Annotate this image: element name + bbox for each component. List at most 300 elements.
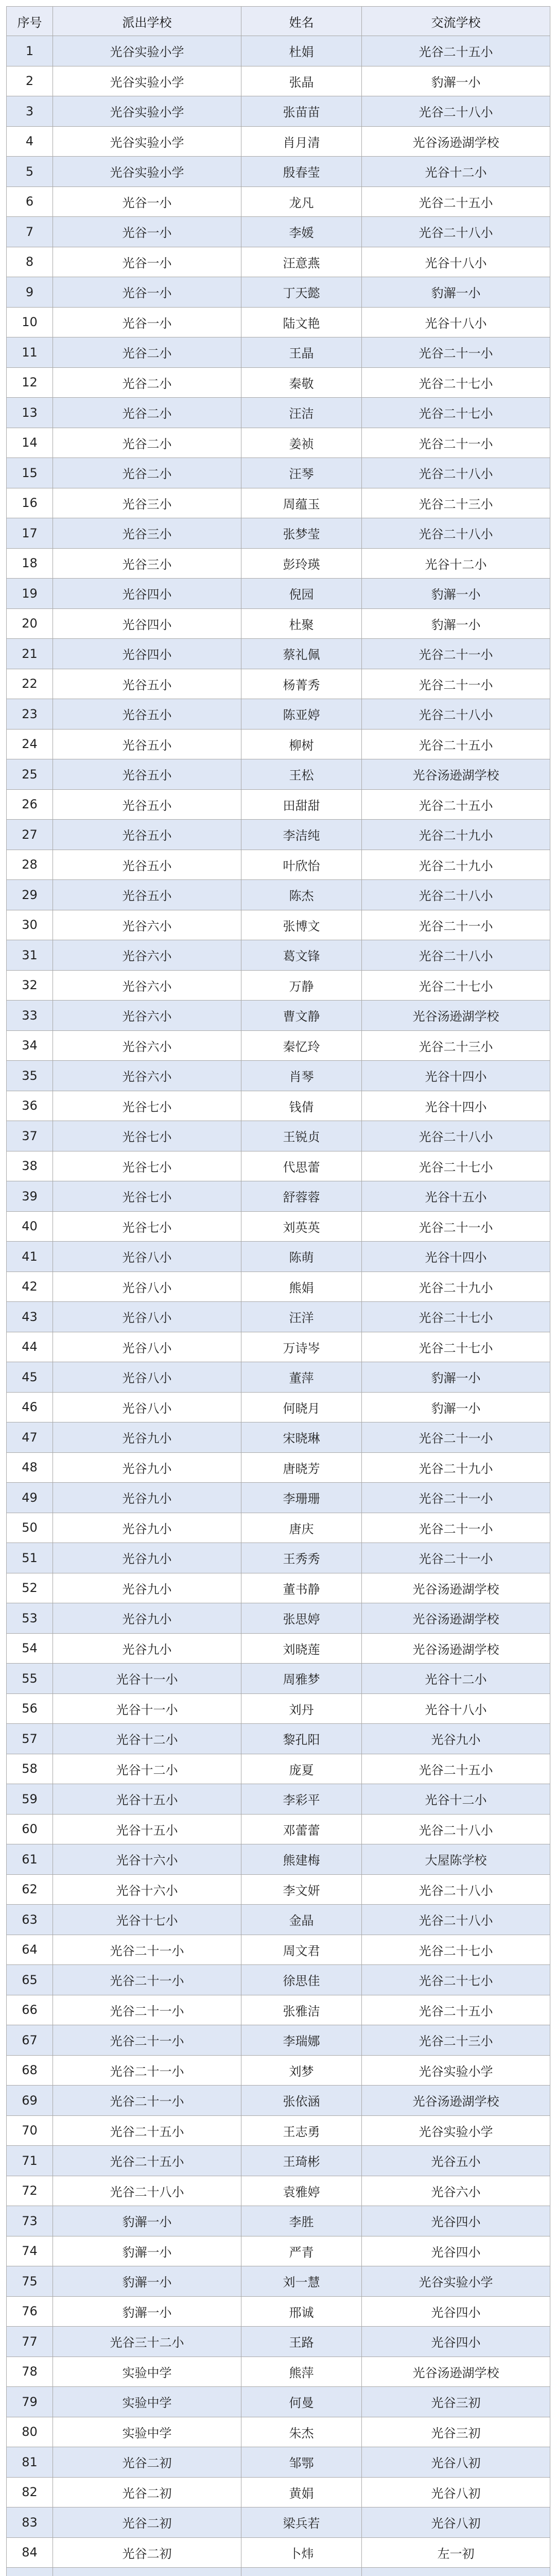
cell-name: 葛文锋	[241, 940, 362, 971]
cell-index: 41	[7, 1242, 53, 1272]
cell-index: 45	[7, 1362, 53, 1393]
cell-exchange-school: 光谷八初	[362, 2447, 550, 2478]
cell-name: 何曼	[241, 2387, 362, 2417]
cell-exchange-school: 光谷汤逊湖学校	[362, 759, 550, 790]
cell-index: 47	[7, 1422, 53, 1453]
table-row	[7, 1874, 550, 1905]
table-row	[7, 1302, 550, 1332]
cell-dispatch-school: 光谷二小	[53, 367, 241, 398]
cell-exchange-school: 光谷汤逊湖学校	[362, 1001, 550, 1031]
table-row	[7, 2537, 550, 2568]
cell-exchange-school: 光谷十四小	[362, 1061, 550, 1091]
cell-index: 4	[7, 126, 53, 157]
cell-index: 43	[7, 1302, 53, 1332]
table-row	[7, 1905, 550, 1935]
cell-name: 周雅梦	[241, 1664, 362, 1694]
cell-exchange-school: 光谷二十一小	[362, 1483, 550, 1513]
cell-index: 27	[7, 820, 53, 850]
cell-dispatch-school: 光谷实验小学	[53, 66, 241, 96]
cell-index: 11	[7, 337, 53, 368]
cell-dispatch-school: 实验中学	[53, 2387, 241, 2417]
table-row	[7, 1151, 550, 1181]
cell-exchange-school: 光谷八初	[362, 2507, 550, 2538]
cell-exchange-school: 光谷四小	[362, 2206, 550, 2236]
cell-exchange-school: 光谷二十八小	[362, 217, 550, 247]
table-row	[7, 729, 550, 759]
cell-name: 张苗苗	[241, 96, 362, 127]
cell-index: 77	[7, 2327, 53, 2357]
cell-name: 肖琴	[241, 1061, 362, 1091]
cell-dispatch-school: 豹澥一小	[53, 2206, 241, 2236]
cell-name: 黎孔阳	[241, 1724, 362, 1754]
cell-dispatch-school: 光谷九小	[53, 1573, 241, 1603]
cell-name: 庞夏	[241, 1754, 362, 1784]
cell-name: 卜炜	[241, 2537, 362, 2568]
cell-index: 2	[7, 66, 53, 96]
cell-index: 5	[7, 157, 53, 187]
table-row	[7, 488, 550, 518]
cell-name	[241, 2568, 362, 2576]
cell-name: 宋晓琳	[241, 1422, 362, 1453]
cell-name: 朱杰	[241, 2417, 362, 2447]
cell-exchange-school: 光谷二十八小	[362, 518, 550, 549]
cell-name: 张雅洁	[241, 1995, 362, 2025]
cell-dispatch-school: 光谷九小	[53, 1452, 241, 1483]
table-row	[7, 307, 550, 337]
cell-name: 张晶	[241, 66, 362, 96]
cell-name: 万诗岑	[241, 1332, 362, 1362]
cell-index: 31	[7, 940, 53, 971]
header-exchange-school: 交流学校	[362, 7, 550, 36]
cell-exchange-school: 光谷二十一小	[362, 639, 550, 669]
cell-name: 刘英英	[241, 1211, 362, 1242]
table-row	[7, 1091, 550, 1121]
cell-dispatch-school: 光谷二小	[53, 398, 241, 428]
cell-index: 44	[7, 1332, 53, 1362]
table-row	[7, 2296, 550, 2327]
cell-name: 徐思佳	[241, 1965, 362, 1995]
cell-index: 59	[7, 1784, 53, 1815]
cell-name: 严青	[241, 2236, 362, 2266]
cell-dispatch-school: 光谷十一小	[53, 1693, 241, 1724]
table-body	[7, 36, 550, 2576]
cell-name: 钱倩	[241, 1091, 362, 1121]
cell-index: 15	[7, 458, 53, 488]
table-row	[7, 2447, 550, 2478]
cell-dispatch-school: 光谷一小	[53, 187, 241, 217]
cell-exchange-school: 光谷汤逊湖学校	[362, 2357, 550, 2387]
cell-name: 刘晓莲	[241, 1633, 362, 1664]
cell-exchange-school: 光谷实验小学	[362, 2115, 550, 2146]
table-row	[7, 1573, 550, 1603]
cell-exchange-school: 光谷二十八小	[362, 1814, 550, 1844]
cell-exchange-school: 光谷二十一小	[362, 1211, 550, 1242]
cell-exchange-school: 大屋陈学校	[362, 1844, 550, 1875]
cell-name: 袁雅婷	[241, 2176, 362, 2206]
cell-exchange-school: 光谷十四小	[362, 1091, 550, 1121]
cell-dispatch-school: 光谷十五小	[53, 1784, 241, 1815]
cell-exchange-school: 光谷二十九小	[362, 1452, 550, 1483]
table-row	[7, 608, 550, 639]
table-row	[7, 1211, 550, 1242]
cell-name: 王秀秀	[241, 1543, 362, 1573]
table-row	[7, 96, 550, 127]
cell-exchange-school: 光谷十五小	[362, 1181, 550, 1212]
cell-name: 王晶	[241, 337, 362, 368]
cell-name: 李媛	[241, 217, 362, 247]
cell-name: 董书静	[241, 1573, 362, 1603]
cell-name: 邢诚	[241, 2296, 362, 2327]
table-row	[7, 1030, 550, 1061]
cell-dispatch-school: 光谷九小	[53, 1483, 241, 1513]
cell-dispatch-school: 光谷八小	[53, 1362, 241, 1393]
cell-exchange-school: 光谷二十五小	[362, 36, 550, 66]
cell-dispatch-school: 光谷八小	[53, 1302, 241, 1332]
table-row	[7, 820, 550, 850]
cell-index: 21	[7, 639, 53, 669]
cell-dispatch-school: 光谷五小	[53, 850, 241, 880]
cell-dispatch-school: 光谷九小	[53, 1422, 241, 1453]
cell-name: 陈杰	[241, 880, 362, 910]
table-row	[7, 1332, 550, 1362]
header-name: 姓名	[241, 7, 362, 36]
table-row	[7, 2266, 550, 2297]
cell-dispatch-school: 光谷十一小	[53, 1664, 241, 1694]
cell-name: 丁天懿	[241, 277, 362, 308]
table-row	[7, 1422, 550, 1453]
cell-exchange-school: 光谷二十一小	[362, 910, 550, 940]
cell-dispatch-school: 光谷六小	[53, 1030, 241, 1061]
table-row	[7, 2357, 550, 2387]
cell-dispatch-school: 光谷五小	[53, 699, 241, 730]
cell-exchange-school: 光谷二十一小	[362, 1543, 550, 1573]
cell-index: 51	[7, 1543, 53, 1573]
cell-exchange-school: 光谷二十一小	[362, 1422, 550, 1453]
table-row	[7, 217, 550, 247]
table-row	[7, 669, 550, 699]
table-row	[7, 1935, 550, 1965]
cell-exchange-school: 光谷二十一小	[362, 669, 550, 699]
cell-name: 李洁纯	[241, 820, 362, 850]
table-row	[7, 1452, 550, 1483]
header-index: 序号	[7, 7, 53, 36]
table-row	[7, 398, 550, 428]
cell-index: 46	[7, 1392, 53, 1422]
table-row	[7, 2025, 550, 2056]
table-row	[7, 1724, 550, 1754]
cell-exchange-school: 光谷三初	[362, 2417, 550, 2447]
table-row	[7, 2086, 550, 2116]
cell-dispatch-school: 光谷五小	[53, 880, 241, 910]
cell-dispatch-school: 光谷十六小	[53, 1874, 241, 1905]
cell-name: 万静	[241, 970, 362, 1001]
cell-name: 梁兵若	[241, 2507, 362, 2538]
cell-exchange-school: 光谷二十七小	[362, 1332, 550, 1362]
cell-index: 66	[7, 1995, 53, 2025]
cell-index: 8	[7, 247, 53, 277]
cell-index: 39	[7, 1181, 53, 1212]
cell-dispatch-school: 光谷六小	[53, 1061, 241, 1091]
table-row	[7, 1513, 550, 1543]
cell-dispatch-school: 光谷二十一小	[53, 1995, 241, 2025]
cell-dispatch-school: 光谷十二小	[53, 1724, 241, 1754]
table-row	[7, 1603, 550, 1634]
cell-index: 48	[7, 1452, 53, 1483]
cell-exchange-school: 光谷二十五小	[362, 187, 550, 217]
cell-name: 田甜甜	[241, 789, 362, 820]
cell-dispatch-school: 光谷二初	[53, 2447, 241, 2478]
cell-dispatch-school: 光谷十七小	[53, 1905, 241, 1935]
cell-dispatch-school: 光谷四小	[53, 579, 241, 609]
cell-index: 65	[7, 1965, 53, 1995]
cell-name: 秦敬	[241, 367, 362, 398]
table-row	[7, 247, 550, 277]
cell-dispatch-school: 光谷二十一小	[53, 1935, 241, 1965]
cell-index: 3	[7, 96, 53, 127]
cell-dispatch-school: 光谷八小	[53, 1332, 241, 1362]
cell-dispatch-school: 光谷八小	[53, 1392, 241, 1422]
cell-name: 汪洋	[241, 1302, 362, 1332]
cell-exchange-school: 光谷二十七小	[362, 367, 550, 398]
cell-index: 23	[7, 699, 53, 730]
cell-dispatch-school: 光谷九小	[53, 1633, 241, 1664]
cell-dispatch-school: 光谷九小	[53, 1513, 241, 1543]
cell-index: 75	[7, 2266, 53, 2297]
cell-exchange-school: 光谷二十七小	[362, 398, 550, 428]
cell-dispatch-school: 光谷二小	[53, 337, 241, 368]
cell-dispatch-school: 光谷实验小学	[53, 96, 241, 127]
cell-name: 周蕴玉	[241, 488, 362, 518]
table-row	[7, 2507, 550, 2538]
cell-index: 84	[7, 2537, 53, 2568]
cell-dispatch-school: 光谷五小	[53, 669, 241, 699]
cell-name: 熊萍	[241, 2357, 362, 2387]
cell-name: 王锐贞	[241, 1121, 362, 1151]
cell-exchange-school: 豹澥一小	[362, 277, 550, 308]
cell-index: 80	[7, 2417, 53, 2447]
cell-dispatch-school: 光谷九小	[53, 1543, 241, 1573]
table-row	[7, 518, 550, 549]
cell-exchange-school: 光谷二十七小	[362, 1935, 550, 1965]
table-row	[7, 1693, 550, 1724]
cell-dispatch-school: 光谷一小	[53, 277, 241, 308]
cell-dispatch-school: 光谷三小	[53, 488, 241, 518]
cell-dispatch-school: 光谷六小	[53, 1001, 241, 1031]
cell-name: 熊建梅	[241, 1844, 362, 1875]
cell-name: 唐庆	[241, 1513, 362, 1543]
teacher-exchange-table	[6, 6, 550, 2576]
cell-index: 50	[7, 1513, 53, 1543]
table-row	[7, 187, 550, 217]
cell-name: 代思蕾	[241, 1151, 362, 1181]
cell-dispatch-school: 光谷二十一小	[53, 2055, 241, 2086]
cell-dispatch-school: 光谷三十二小	[53, 2327, 241, 2357]
cell-exchange-school: 左一初	[362, 2537, 550, 2568]
cell-index: 16	[7, 488, 53, 518]
cell-exchange-school: 光谷二十三小	[362, 1030, 550, 1061]
cell-dispatch-school: 实验中学	[53, 2417, 241, 2447]
cell-index: 18	[7, 548, 53, 579]
cell-dispatch-school: 光谷二十五小	[53, 2146, 241, 2176]
cell-dispatch-school: 光谷十二小	[53, 1754, 241, 1784]
cell-exchange-school: 光谷二十九小	[362, 850, 550, 880]
cell-dispatch-school: 光谷六小	[53, 970, 241, 1001]
cell-dispatch-school: 光谷实验小学	[53, 126, 241, 157]
cell-exchange-school: 光谷四小	[362, 2296, 550, 2327]
table-row	[7, 1272, 550, 1302]
header-dispatch-school: 派出学校	[53, 7, 241, 36]
cell-dispatch-school: 光谷一小	[53, 247, 241, 277]
cell-exchange-school: 光谷二十五小	[362, 789, 550, 820]
cell-dispatch-school: 光谷六小	[53, 910, 241, 940]
cell-exchange-school: 光谷二十八小	[362, 1874, 550, 1905]
table-row	[7, 699, 550, 730]
cell-index: 42	[7, 1272, 53, 1302]
cell-name: 周文君	[241, 1935, 362, 1965]
cell-dispatch-school: 光谷十五小	[53, 1814, 241, 1844]
cell-name: 王路	[241, 2327, 362, 2357]
table-row	[7, 880, 550, 910]
cell-exchange-school: 光谷二十八小	[362, 880, 550, 910]
cell-dispatch-school: 光谷五小	[53, 789, 241, 820]
cell-exchange-school: 豹澥一小	[362, 608, 550, 639]
cell-dispatch-school	[53, 2568, 241, 2576]
cell-index: 62	[7, 1874, 53, 1905]
cell-dispatch-school: 光谷三小	[53, 518, 241, 549]
cell-exchange-school: 豹澥一小	[362, 66, 550, 96]
cell-dispatch-school: 光谷二小	[53, 428, 241, 458]
table-row	[7, 2176, 550, 2206]
table-row	[7, 1754, 550, 1784]
table-row	[7, 458, 550, 488]
cell-dispatch-school: 光谷二十一小	[53, 2025, 241, 2056]
cell-exchange-school: 光谷五小	[362, 2146, 550, 2176]
table-row	[7, 1242, 550, 1272]
cell-name: 黄娟	[241, 2477, 362, 2507]
cell-index: 49	[7, 1483, 53, 1513]
cell-exchange-school: 光谷二十八小	[362, 1121, 550, 1151]
cell-exchange-school: 光谷二十三小	[362, 2025, 550, 2056]
cell-dispatch-school: 豹澥一小	[53, 2266, 241, 2297]
cell-index: 25	[7, 759, 53, 790]
table-row	[7, 2236, 550, 2266]
cell-name: 姜祯	[241, 428, 362, 458]
cell-name: 汪洁	[241, 398, 362, 428]
cell-index: 1	[7, 36, 53, 66]
cell-dispatch-school: 光谷二初	[53, 2477, 241, 2507]
table-row	[7, 367, 550, 398]
cell-index: 19	[7, 579, 53, 609]
cell-index: 28	[7, 850, 53, 880]
cell-index: 35	[7, 1061, 53, 1091]
cell-index: 26	[7, 789, 53, 820]
cell-index: 14	[7, 428, 53, 458]
cell-name: 龙凡	[241, 187, 362, 217]
cell-index: 57	[7, 1724, 53, 1754]
cell-exchange-school: 光谷四小	[362, 2236, 550, 2266]
cell-index: 69	[7, 2086, 53, 2116]
cell-exchange-school: 光谷十二小	[362, 157, 550, 187]
cell-name: 刘丹	[241, 1693, 362, 1724]
cell-name: 肖月清	[241, 126, 362, 157]
cell-name: 彭玲瑛	[241, 548, 362, 579]
table-row	[7, 1483, 550, 1513]
cell-index: 53	[7, 1603, 53, 1634]
cell-exchange-school	[362, 2568, 550, 2576]
cell-index: 74	[7, 2236, 53, 2266]
cell-name: 陆文艳	[241, 307, 362, 337]
table-row	[7, 157, 550, 187]
cell-dispatch-school: 光谷四小	[53, 639, 241, 669]
cell-index: 12	[7, 367, 53, 398]
table-row	[7, 1181, 550, 1212]
table-row	[7, 277, 550, 308]
cell-exchange-school: 光谷八初	[362, 2477, 550, 2507]
cell-exchange-school: 光谷二十七小	[362, 1302, 550, 1332]
table-row	[7, 970, 550, 1001]
table-row	[7, 1784, 550, 1815]
header-row	[7, 7, 550, 36]
cell-dispatch-school: 光谷二十八小	[53, 2176, 241, 2206]
cell-exchange-school: 豹澥一小	[362, 579, 550, 609]
cell-dispatch-school: 光谷三小	[53, 548, 241, 579]
cell-exchange-school: 光谷汤逊湖学校	[362, 1573, 550, 1603]
cell-exchange-school: 豹澥一小	[362, 1362, 550, 1393]
cell-index: 60	[7, 1814, 53, 1844]
cell-exchange-school: 光谷汤逊湖学校	[362, 2086, 550, 2116]
cell-index: 30	[7, 910, 53, 940]
table-row	[7, 2115, 550, 2146]
cell-name: 杜聚	[241, 608, 362, 639]
cell-dispatch-school: 光谷一小	[53, 217, 241, 247]
cell-dispatch-school: 光谷实验小学	[53, 157, 241, 187]
table-row	[7, 1814, 550, 1844]
cell-dispatch-school: 光谷七小	[53, 1151, 241, 1181]
table-row	[7, 66, 550, 96]
cell-dispatch-school: 光谷五小	[53, 729, 241, 759]
cell-name: 汪琴	[241, 458, 362, 488]
cell-index: 32	[7, 970, 53, 1001]
cell-index: 34	[7, 1030, 53, 1061]
cell-dispatch-school: 光谷二初	[53, 2537, 241, 2568]
cell-index: 58	[7, 1754, 53, 1784]
cell-exchange-school: 光谷六小	[362, 2176, 550, 2206]
cell-exchange-school: 光谷十四小	[362, 1242, 550, 1272]
table-row	[7, 1664, 550, 1694]
table-row	[7, 2477, 550, 2507]
cell-dispatch-school: 光谷五小	[53, 759, 241, 790]
cell-name: 陈亚婷	[241, 699, 362, 730]
cell-dispatch-school: 豹澥一小	[53, 2236, 241, 2266]
cell-dispatch-school: 光谷二十一小	[53, 1965, 241, 1995]
table-row	[7, 1965, 550, 1995]
cell-dispatch-school: 光谷八小	[53, 1242, 241, 1272]
cell-exchange-school: 豹澥一小	[362, 1392, 550, 1422]
cell-name: 秦忆玲	[241, 1030, 362, 1061]
cell-name: 李珊珊	[241, 1483, 362, 1513]
cell-exchange-school: 光谷二十七小	[362, 1151, 550, 1181]
cell-exchange-school: 光谷二十五小	[362, 1754, 550, 1784]
cell-index: 76	[7, 2296, 53, 2327]
cell-dispatch-school: 光谷七小	[53, 1121, 241, 1151]
table-row	[7, 2417, 550, 2447]
cell-dispatch-school: 光谷二十五小	[53, 2115, 241, 2146]
cell-dispatch-school: 光谷五小	[53, 820, 241, 850]
cell-index: 73	[7, 2206, 53, 2236]
cell-dispatch-school: 光谷十六小	[53, 1844, 241, 1875]
cell-dispatch-school: 实验中学	[53, 2357, 241, 2387]
cell-name: 殷春莹	[241, 157, 362, 187]
